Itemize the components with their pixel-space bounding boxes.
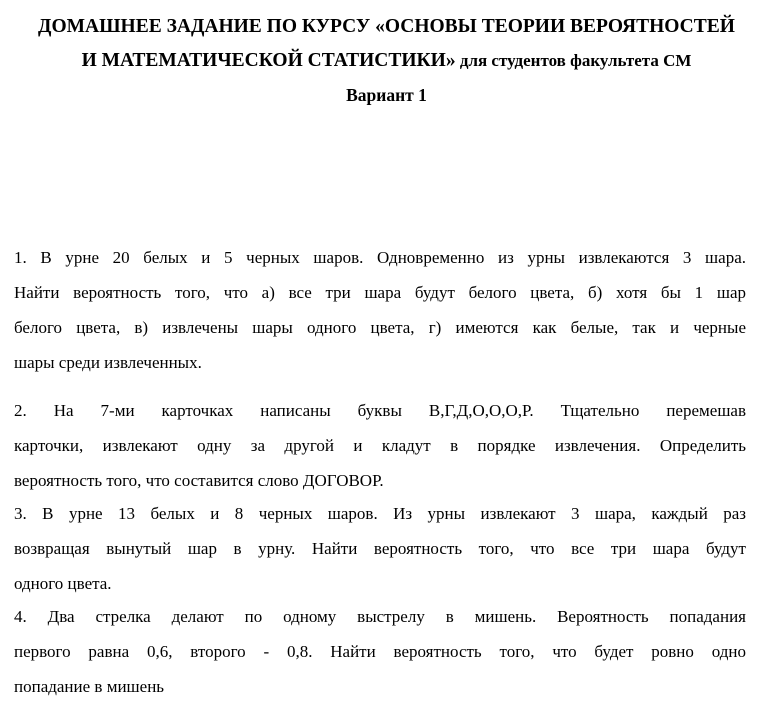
task-4 [14, 599, 746, 704]
variant-label: Вариант 1 [346, 85, 427, 105]
task-2-line-2: карточки, извлекают одну за другой и кладут в порядке извлечения. Определить [14, 436, 746, 455]
title-line-1: ДОМАШНЕЕ ЗАДАНИЕ ПО КУРСУ «ОСНОВЫ ТЕОРИИ ВЕРОЯТНОСТЕЙ [38, 16, 735, 37]
document-header [0, 0, 773, 112]
task-3 [14, 496, 746, 601]
task-1-line-4: шары среди извлеченных. [14, 353, 202, 372]
title-line-2-note: для студентов факультета СМ [455, 51, 692, 70]
task-1 [14, 240, 746, 380]
title-line-2 [0, 44, 773, 78]
task-1-line-1: 1. В урне 20 белых и 5 черных шаров. Одновременно из урны извлекаются 3 шара. [14, 248, 746, 267]
task-3-line-1: 3. В урне 13 белых и 8 черных шаров. Из урны извлекают 3 шара, каждый раз [14, 504, 746, 523]
task-1-line-3: белого цвета, в) извлечены шары одного цвета, г) имеются как белые, так и черные [14, 318, 746, 337]
task-3-line-3: одного цвета. [14, 574, 112, 593]
task-1-line-2: Найти вероятность того, что а) все три шара будут белого цвета, б) хотя бы 1 шар [14, 283, 746, 302]
task-2 [14, 393, 746, 498]
task-4-line-2: первого равна 0,6, второго - 0,8. Найти вероятность того, что будет ровно одно [14, 642, 746, 661]
task-2-line-3: вероятность того, что составится слово ДОГОВОР. [14, 471, 384, 490]
task-4-line-3: попадание в мишень [14, 677, 165, 696]
task-3-line-2: возвращая вынутый шар в урну. Найти вероятность того, что все три шара будут [14, 539, 746, 558]
task-4-line-1: 4. Два стрелка делают по одному выстрелу в мишень. Вероятность попадания [14, 607, 746, 626]
task-2-line-1: 2. На 7-ми карточках написаны буквы В,Г,Д,О,О,О,Р. Тщательно перемешав [14, 401, 746, 420]
title-line-2-main: И МАТЕМАТИЧЕСКОЙ СТАТИСТИКИ» [81, 50, 456, 71]
